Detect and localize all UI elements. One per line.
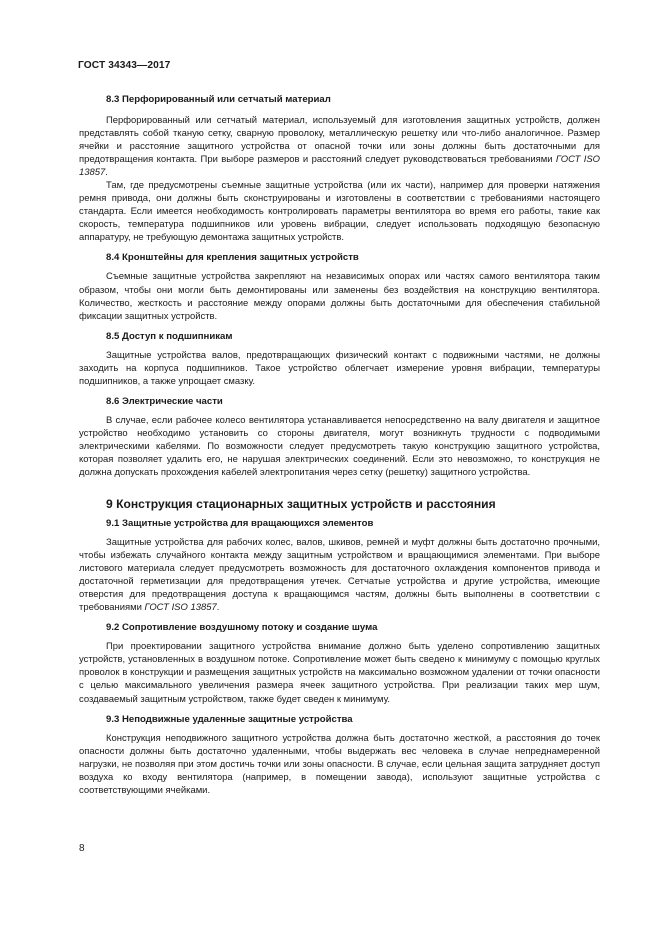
section-8-5-paragraph-1: Защитные устройства валов, предотвращающих физический контакт с подвижными частями, не должны заходить на корпуса подшипников. Такое устройство облегчает измерение уровня вибрации, температуры подшипников, а также упрощает смазку.	[79, 349, 600, 387]
section-9-1-paragraph-1: Защитные устройства для рабочих колес, валов, шкивов, ремней и муфт должны быть достаточно прочными, чтобы избежать случайного контакта между защитным устройством и вращающимися элементами. При выборе листового материала следует предусмотреть возможность для достаточного охлаждения компонентов привода и достаточной герметизации для предотвращения утечек. Сетчатые устройства и другие устройства, имеющие отверстия для предотвращения доступа к вращающимся частям, должны быть выполнены в соответствии с требованиями ГОСТ ISO 13857.	[79, 537, 600, 614]
section-8-4-paragraph-1: Съемные защитные устройства закрепляют на независимых опорах или частях самого вентилятора таким образом, чтобы они могли быть демонтированы или заменены без воздействия на конструкцию вентилятора. Количество, жесткость и расстояние между опорами должны быть достаточными для обеспечения стабильной фиксации защитных устройств.	[79, 271, 600, 322]
section-8-6-title: 8.6 Электрические части	[106, 395, 223, 407]
section-9-title: 9 Конструкция стационарных защитных устройств и расстояния	[106, 497, 496, 512]
section-9-2-paragraph-1: При проектировании защитного устройства внимание должно быть уделено сопротивлению защитных устройств, установленных в воздушном потоке. Сопротивление может быть сведено к минимуму с помощью круглых проволок в конструкции и размещения защитных устройств на максимально возможном удалении от точки опасности с целью максимального увеличения размера ячеек защитного устройства. При реализации таких мер шум, создаваемый защитным устройством, также будет сведен к минимуму.	[79, 641, 600, 705]
section-8-4-title: 8.4 Кронштейны для крепления защитных устройств	[106, 252, 359, 264]
section-9-3-paragraph-1: Конструкция неподвижного защитного устройства должна быть достаточно жесткой, а расстояния до точек опасности должны быть достаточно удаленными, чтобы выдержать вес человека в случае непреднамеренной нагрузки, не позволяя при этом достичь точки или зоны опасности. В случае, если цельная защита затрудняет доступ воздуха ко входу вентилятора (например, в помещении завода), используют защитные устройства с соответствующими ячейками.	[79, 732, 600, 796]
page-content	[79, 93, 600, 797]
section-8-3-paragraph-1: Перфорированный или сетчатый материал, используемый для изготовления защитных устройств, должен представлять собой тканую сетку, сварную проволоку, металлическую решетку или что-либо аналогичное. Размер ячейки и расстояние защитного устройства от опасной точки или зоны должны быть достаточными для предотвращения контакта. При выборе размеров и расстояний следует руководствоваться требованиями ГОСТ ISO 13857.	[79, 115, 600, 179]
standard-reference: ГОСТ ISO 13857	[79, 154, 600, 179]
standard-header: ГОСТ 34343—2017	[78, 60, 171, 71]
section-9-3-title: 9.3 Неподвижные удаленные защитные устройства	[106, 713, 353, 725]
standard-reference: ГОСТ ISO 13857	[144, 602, 217, 614]
section-8-6-paragraph-1: В случае, если рабочее колесо вентилятора устанавливается непосредственно на валу двигателя и защитное устройство необходимо установить со стороны двигателя, могут возникнуть трудности с подводимыми электрическими кабелями. По возможности следует предусмотреть такую конструкцию защитного устройства, которая позволяет удалить его, не нарушая электрических соединений. Если это невозможно, то конструкция не должна допускать прохождения кабелей электропитания через сетку (решетку) защитного устройства.	[79, 414, 600, 478]
section-8-3-title: 8.3 Перфорированный или сетчатый материал	[106, 94, 331, 105]
section-9-1-title: 9.1 Защитные устройства для вращающихся элементов	[106, 518, 374, 530]
section-8-5-title: 8.5 Доступ к подшипникам	[106, 330, 233, 342]
section-9-2-title: 9.2 Сопротивление воздушному потоку и создание шума	[106, 622, 378, 634]
page-number: 8	[79, 843, 85, 854]
section-8-3-paragraph-2: Там, где предусмотрены съемные защитные устройства (или их части), например для проверки натяжения ремня привода, они должны быть сконструированы и изготовлены в соответствии с требованиями настоящего стандарта. Если имеется необходимость контролировать параметры вентилятора во время его работы, такие как скорость, температура подшипников или уровень вибрации, следует использовать подходящую безопасную аппаратуру, не требующую демонтажа защитных устройств.	[79, 180, 600, 244]
